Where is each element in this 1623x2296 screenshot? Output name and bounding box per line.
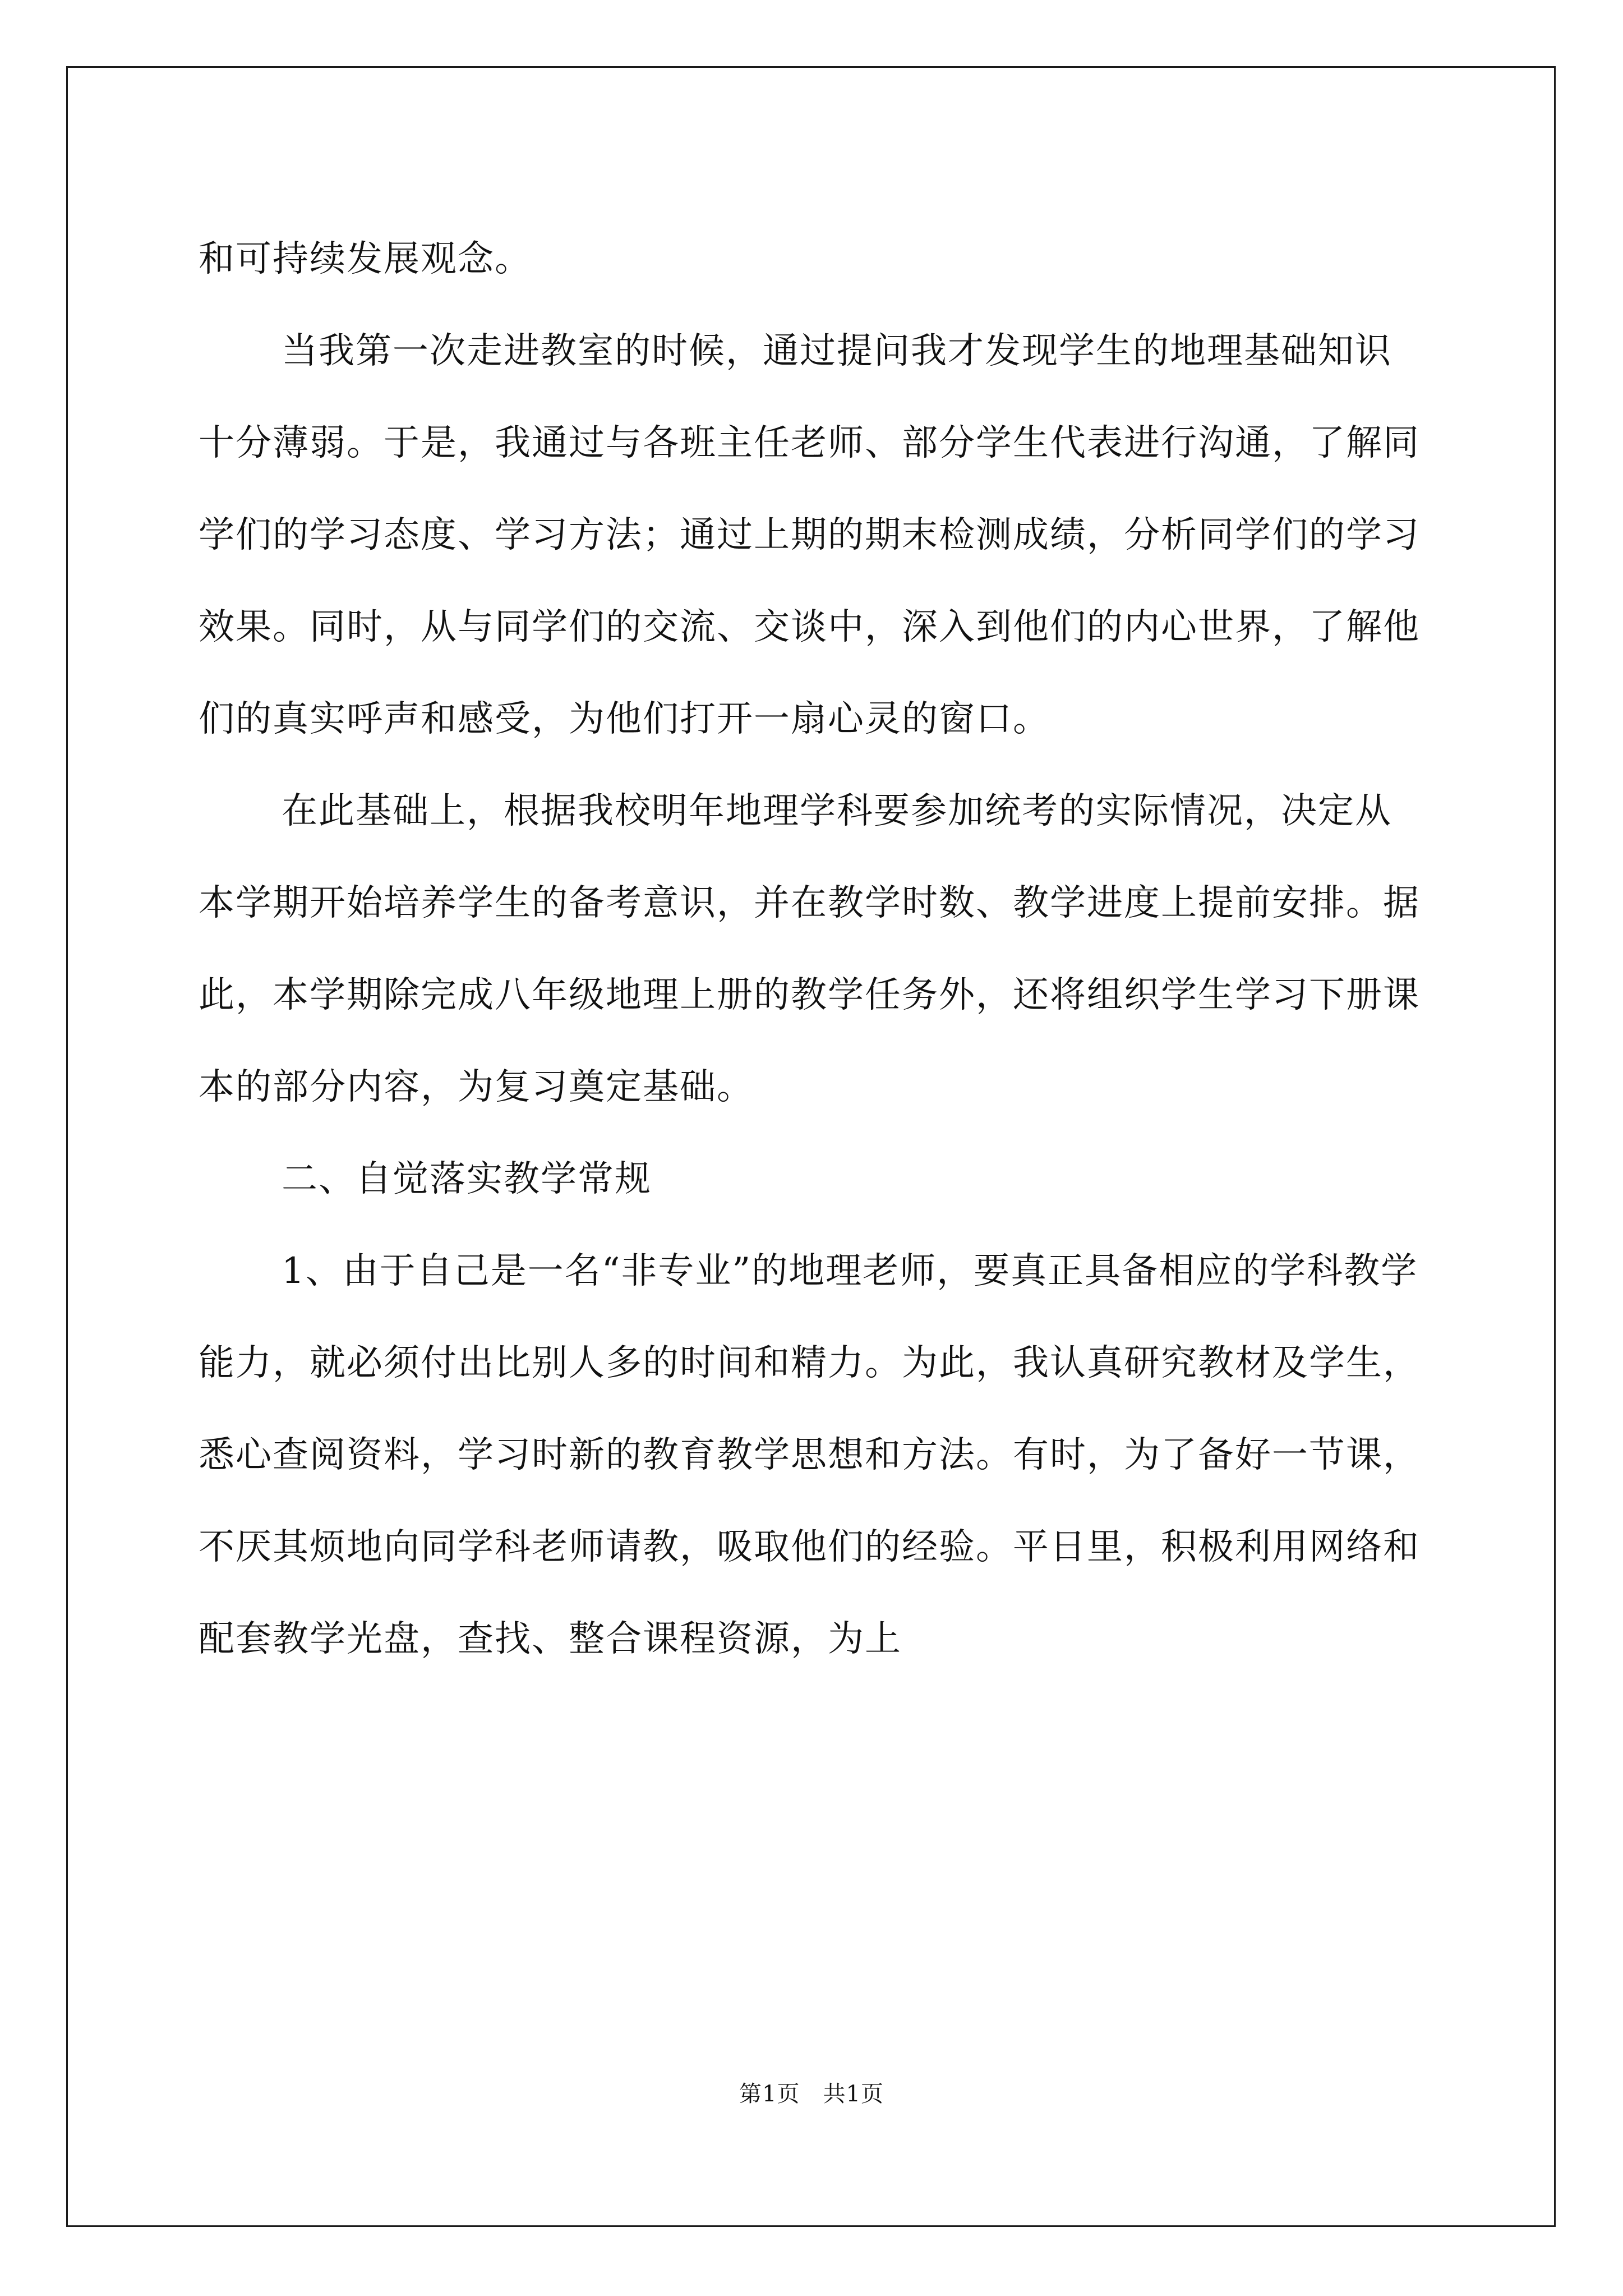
section-heading: 二、自觉落实教学常规	[282, 1158, 652, 1200]
paragraph-2: 当我第一次走进教室的时候，通过提问我才发现学生的地理基础知识十分薄弱。于是，我通过与各班主任老师、部分学生代表进行沟通，了解同学们的学习态度、学习方法；通过上期的期末检测成绩，分析同学们的学习效果。同时，从与同学们的交流、交谈中，深入到他们的内心世界，了解他们的真实呼声和感受，为他们打开一扇心灵的窗口。	[199, 330, 1420, 740]
paragraph-3: 在此基础上，根据我校明年地理学科要参加统考的实际情况，决定从本学期开始培养学生的备考意识，并在教学时数、教学进度上提前安排。据此，本学期除完成八年级地理上册的教学任务外，还将组织学生学习下册课本的部分内容，为复习奠定基础。	[199, 790, 1420, 1108]
paragraph-1: 和可持续发展观念。	[199, 238, 532, 280]
paragraph-4: 1、由于自己是一名“非专业”的地理老师，要真正具备相应的学科教学能力，就必须付出比别人多的时间和精力。为此，我认真研究教材及学生，悉心查阅资料，学习时新的教育教学思想和方法。有时，为了备好一节课，不厌其烦地向同学科老师请教，吸取他们的经验。平日里，积极利用网络和配套教学光盘，查找、整合课程资源，为上	[199, 1250, 1420, 1660]
document-body	[199, 213, 1427, 1685]
page-number-footer: 第1页 共1页	[739, 2081, 884, 2107]
